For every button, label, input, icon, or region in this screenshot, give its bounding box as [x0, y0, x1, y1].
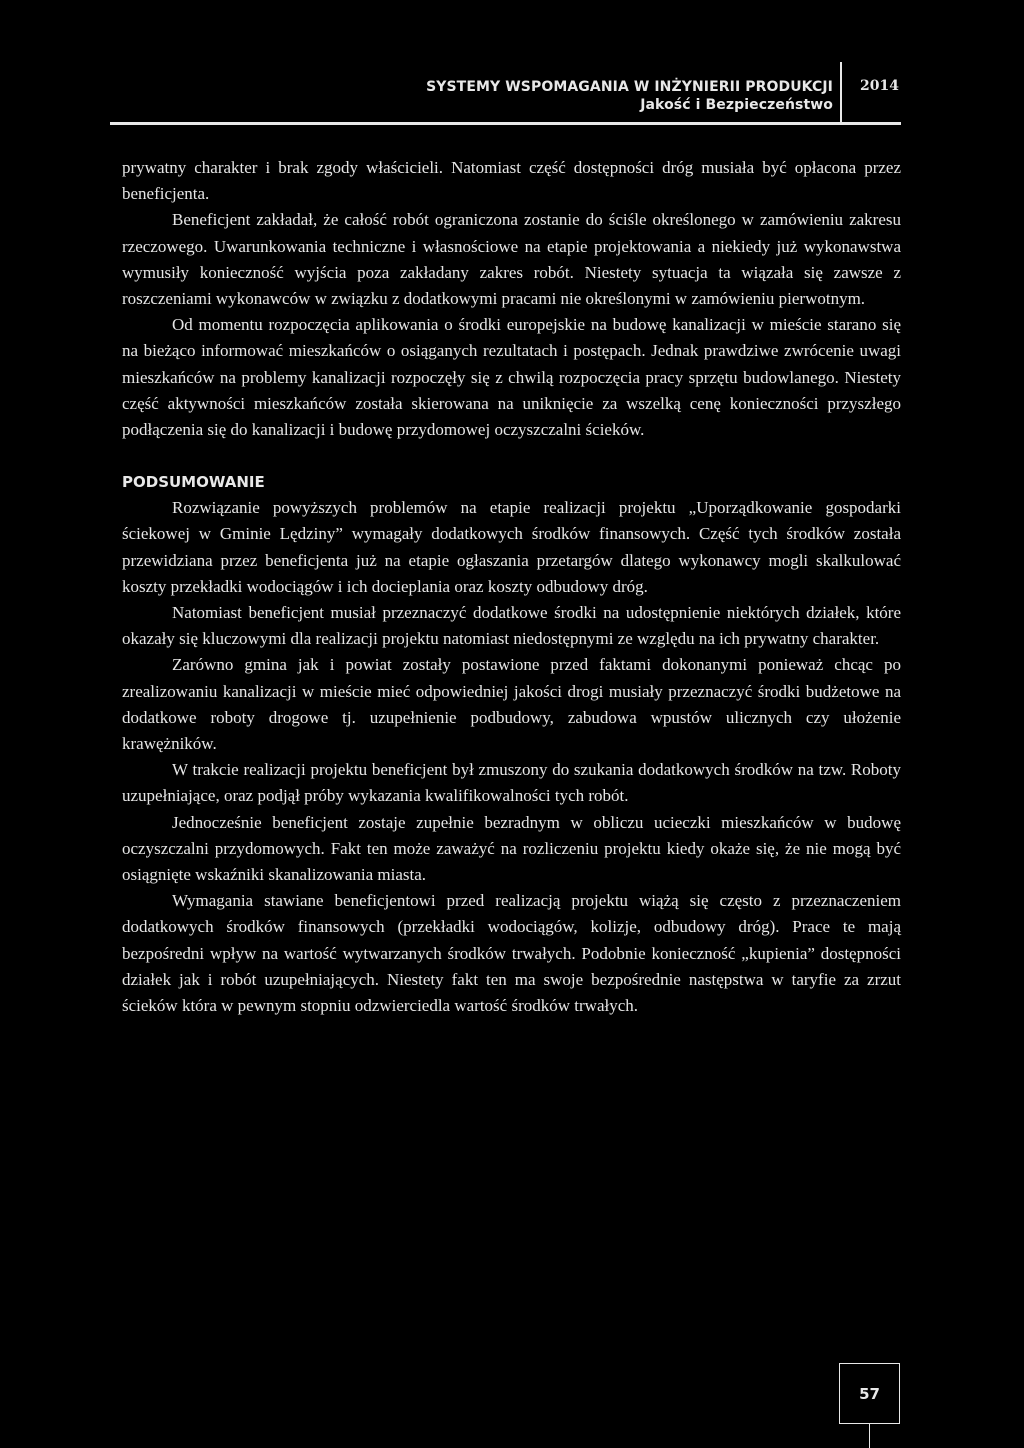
header-vertical-rule: [840, 62, 842, 124]
journal-title: SYSTEMY WSPOMAGANIA W INŻYNIERII PRODUKCJI: [426, 79, 833, 95]
page-number-box: [839, 1363, 900, 1424]
paragraph: prywatny charakter i brak zgody właścicieli. Natomiast część dostępności dróg musiała być opłacona przez beneficjenta.: [122, 158, 901, 204]
section-heading: PODSUMOWANIE: [122, 473, 265, 492]
page-body: [122, 155, 901, 1019]
paragraph: Natomiast beneficjent musiał przeznaczyć dodatkowe środki na udostępnienie niektórych działek, które okazały się kluczowymi dla realizacji projektu natomiast niedostępnymi ze względu na ich prywatny charakter.: [122, 603, 901, 649]
journal-title-block: [426, 78, 833, 114]
paragraph: Wymagania stawiane beneficjentowi przed realizacją projektu wiążą się często z przeznaczeniem dodatkowych środków finansowych (przekładki wodociągów, kolizje, odbudowy dróg). Prace te mają bezpośredni wpływ na wartość wytwarzanych środków trwałych. Podobnie konieczność „kupienia” dostępności działek jak i robót uzupełniających. Niestety fakt ten ma swoje bezpośrednie następstwa w taryfie za zrzut ścieków która w pewnym stopniu odzwierciedla wartość środków trwałych.: [122, 891, 901, 1016]
paragraph: Rozwiązanie powyższych problemów na etapie realizacji projektu „Uporządkowanie gospodarki ściekowej w Gminie Lędziny” wymagały dodatkowych środków finansowych. Część tych środków została przewidziana przez beneficjenta już na etapie ogłaszania przetargów dlatego wykonawcy mogli skalkulować koszty przekładki wodociągów i ich docieplania oraz koszty odbudowy dróg.: [122, 498, 901, 596]
paragraph: Od momentu rozpoczęcia aplikowania o środki europejskie na budowę kanalizacji w mieście starano się na bieżąco informować mieszkańców o osiąganych rezultatach i postępach. Jednak prawdziwe zwrócenie uwagi mieszkańców na problemy kanalizacji rozpoczęły się z chwilą rozpoczęcia pracy sprzętu budowlanego. Niestety część aktywności mieszkańców została skierowana na uniknięcie za wszelką cenę konieczności przyszłego podłączenia się do kanalizacji i budowę przydomowej oczyszczalni ścieków.: [122, 315, 901, 440]
header-horizontal-rule: [110, 122, 901, 125]
paragraph: Zarówno gmina jak i powiat zostały postawione przed faktami dokonanymi ponieważ chcąc po zrealizowaniu kanalizacji w mieście mieć odpowiedniej jakości drogi musiały przeznaczyć środki budżetowe na dodatkowe roboty drogowe tj. uzupełnienie podbudowy, zabudowa wpustów ulicznych czy ułożenie krawężników.: [122, 655, 901, 754]
paragraph: Jednocześnie beneficjent zostaje zupełnie bezradnym w obliczu ucieczki mieszkańców w budowę oczyszczalni przydomowych. Fakt ten może zaważyć na rozliczeniu projektu kiedy okaże się, że nie mogą być osiągnięte wskaźniki skanalizowania miasta.: [122, 812, 901, 885]
journal-year: 2014: [860, 78, 899, 94]
page-number: 57: [859, 1384, 880, 1403]
page-number-rule: [869, 1424, 870, 1448]
running-header: [110, 76, 901, 124]
paragraph: Beneficjent zakładał, że całość robót ograniczona zostanie do ściśle określonego w zamówieniu zakresu rzeczowego. Uwarunkowania techniczne i własnościowe na etapie projektowania a niekiedy już wykonawstwa wymusiły konieczność wyjścia poza zakładany zakres robót. Niestety sytuacja ta wiązała się zawsze z roszczeniami wykonawców w związku z dodatkowymi pracami nie określonymi w zamówieniu pierwotnym.: [122, 210, 901, 309]
paragraph: W trakcie realizacji projektu beneficjent był zmuszony do szukania dodatkowych środków na tzw. Roboty uzupełniające, oraz podjął próby wykazania kwalifikowalności tych robót.: [122, 760, 901, 806]
journal-subtitle: Jakość i Bezpieczeństwo: [640, 97, 833, 113]
